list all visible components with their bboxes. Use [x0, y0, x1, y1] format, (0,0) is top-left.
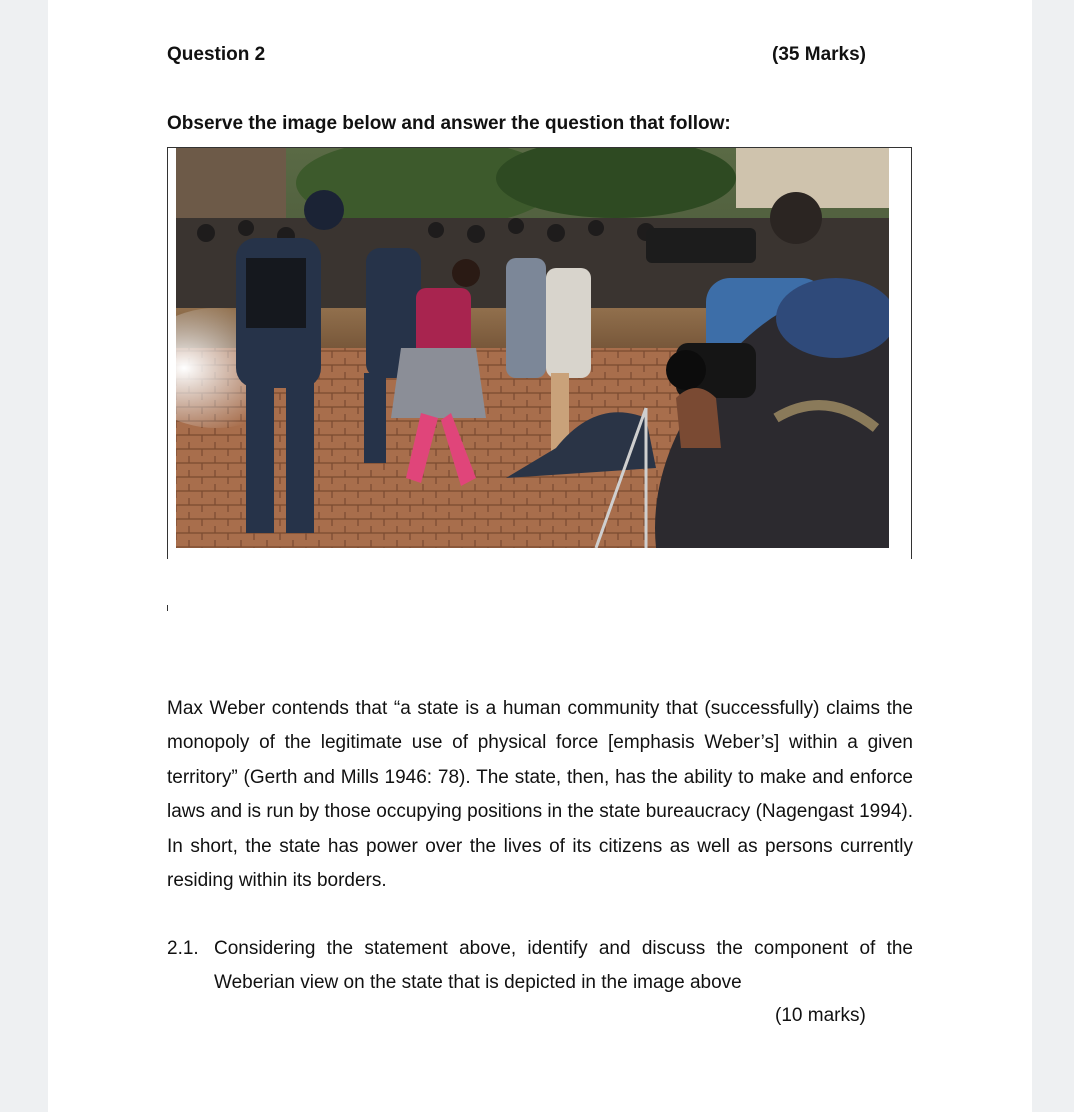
weber-passage: Max Weber contends that “a state is a human community that (successfully) claims the monopoly of the legitimate use of physical force [emphasis Weber’s] within a given territory” (Gerth and Mills 1946: 78). The state, then, has the ability to make and enforce laws and is run by those occupying positions in the state bureaucracy (Nagengast 1994). In short, the state has power over the lives of its citizens as well as persons currently residing within its borders. [167, 698, 913, 892]
sub-question-number: 2.1. [167, 938, 199, 959]
image-frame [167, 147, 912, 559]
document-page [48, 0, 1032, 1112]
question-instruction: Observe the image below and answer the question that follow: [167, 113, 731, 134]
protest-photo [176, 148, 889, 548]
question-title: Question 2 [167, 44, 266, 65]
question-marks: (35 Marks) [772, 44, 866, 65]
stray-mark [167, 605, 168, 611]
sub-question-text: Considering the statement above, identify and discuss the component of the Weberian view on the state that is depicted in the image above [214, 938, 913, 994]
sub-question-marks: (10 marks) [775, 1005, 866, 1026]
